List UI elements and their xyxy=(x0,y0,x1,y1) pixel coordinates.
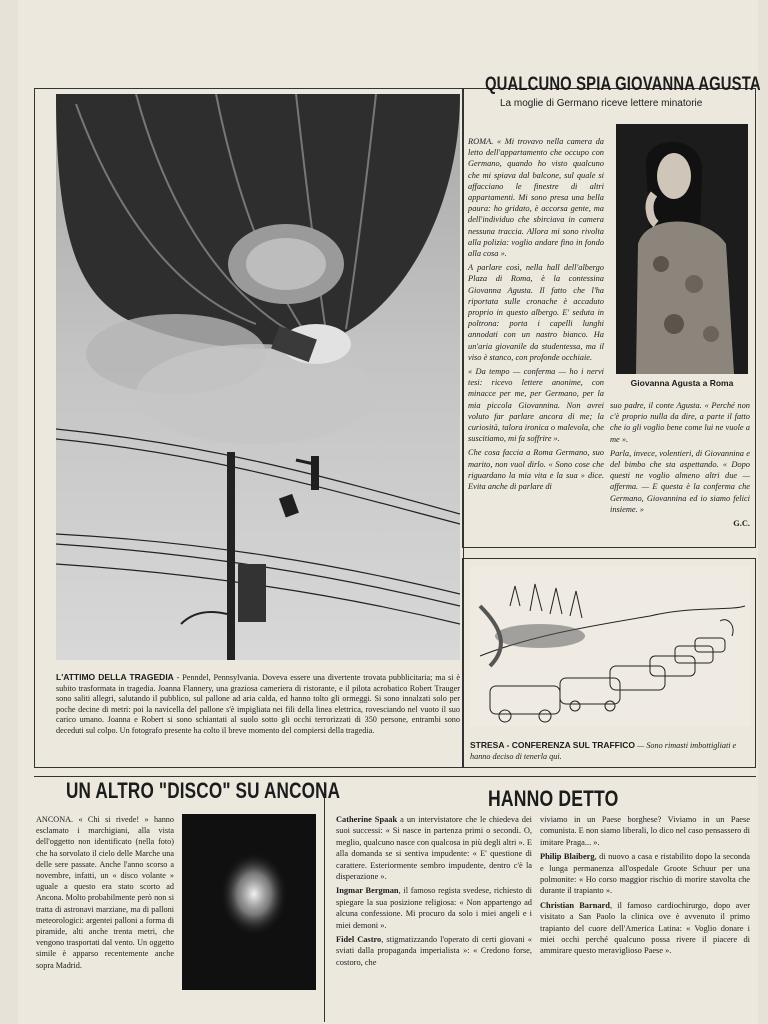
disco-text: ANCONA. « Chi si rivede! » hanno esclamato i marchigiani, alla vista dell'oggetto non identificato (nella foto) che ha sorvolato il cielo delle Marche una delle sere passate. Anche l'anno scorso a novembre, infatti, un « disco volante » uguale a questo era stato scorto ad Ancona. Molto probabilmente però non si tratta di astronavi marziane, ma di palloni meteorologici: argentei palloni a forma di piramide, alti anche trenta metri, che vengono trasportati dal vento. Un oggetto simile è apparso recentemente anche sopra Madrid. xyxy=(36,815,174,970)
quote-barnard xyxy=(540,900,750,957)
magazine-page xyxy=(18,0,761,1024)
agusta-portrait-illustration xyxy=(616,124,748,374)
agusta-para-2: A parlare così, nella hall dell'albergo Plaza di Roma, è la contessina Giovanna Agusta. Il fatto che l'ha riportata sulle cronache è accaduto proprio in questo albergo. E' seduta in poltrona: porta i capelli lunghi annodati con un nastro bianco. Ha un'aria giovanile da studentessa, ma il viso è stanco, con profonde occhiaie. xyxy=(468,263,604,362)
agusta-subheadline: La moglie di Germano riceve lettere minatorie xyxy=(500,98,703,109)
bottom-col-divider xyxy=(324,782,325,1022)
agusta-para-6: Parla, invece, volentieri, di Giovannina e del bimbo che sta aspettando. « Dopo questi ne voglio almeno altri due — afferma. — E questa è la conferma che Germano, Giovannina ed io siamo felici insieme. » xyxy=(610,448,750,514)
quote-castro-cont xyxy=(540,814,750,848)
quote-spaak xyxy=(336,814,532,882)
agusta-para-5: suo padre, il conte Agusta. « Perché non c'è proprio nulla da dire, a parte il fatto che io gli voglio bene come lui ne vuole a me ». xyxy=(610,401,750,444)
quote-castro-cont-text: viviamo in un Paese borghese? Viviamo in un Paese comunista. E non siamo liberali, lo dico nel caso pensassero di imitare Praga... ». xyxy=(540,815,750,847)
disco-headline: UN ALTRO "DISCO" SU ANCONA xyxy=(66,778,341,803)
agusta-para-3: « Da tempo — conferma — ho i nervi tesi: ricevo lettere anonime, con minacce per me, per Germano, per la mia piccola Giovannina. Non avrei voluto far parlare ancora di me; la curiosità, talora ironica o malevola, che suscitiamo, mi fa soffrire ». xyxy=(468,367,604,444)
agusta-headline: QUALCUNO SPIA GIOVANNA AGUSTA xyxy=(485,74,761,95)
hanno-detto-col1 xyxy=(336,814,532,971)
tragedy-caption xyxy=(56,672,460,737)
bottom-divider xyxy=(34,776,756,777)
agusta-para-4: Che cosa faccia a Roma Germano, suo marito, non vuol dirlo. « Sono cose che riguardano la mia vita e la sua » dice. Evita anche di parlare di xyxy=(468,448,604,492)
quote-blaiberg-name: Philip Blaiberg xyxy=(540,852,595,862)
quote-bergman-text: , il famoso regista svedese, richiesto di spiegare la sua posizione religiosa: « Non appartengo ad alcuna confessione. Mi procuro da solo i miei angeli e i miei demoni ». xyxy=(336,886,533,930)
cartoon-caption xyxy=(470,740,750,762)
agusta-para-1: ROMA. « Mi trovavo nella camera da letto dell'appartamento che occupo con Germano, quando ho visto qualcuno che mi spiava dal balcone, sul quale si affacciano le finestre di altri appartamenti. Mi sono presa una bella paura: ho gridato, è accorsa gente, ma dell'individuo che sbirciava in camera nessuna traccia. Allora mi sono rivolta alla polizia: voglio andare fino in fondo alla cosa ». xyxy=(468,137,604,259)
quote-barnard-name: Christian Barnard xyxy=(540,900,610,910)
traffic-cartoon xyxy=(470,566,750,726)
agusta-col1 xyxy=(468,136,604,495)
quote-bergman-name: Ingmar Bergman xyxy=(336,886,399,896)
ufo-glow xyxy=(182,814,316,990)
balloon-illustration xyxy=(56,94,460,660)
tragedy-caption-title: L'ATTIMO DELLA TRAGEDIA xyxy=(56,672,174,682)
agusta-portrait xyxy=(616,124,748,374)
agusta-col2 xyxy=(610,400,750,529)
quote-blaiberg-text: , di nuovo a casa e ristabilito dopo la seconda e lunga permanenza all'ospedale Groote Schuur per una polmonite: « Ho corso maggior rischio di morire stavolta che durante il trapianto ». xyxy=(540,852,751,896)
hanno-detto-col2 xyxy=(540,814,750,960)
agusta-photo-caption: Giovanna Agusta a Roma xyxy=(630,378,734,388)
traffic-cartoon-drawing xyxy=(470,566,750,726)
quote-castro xyxy=(336,934,532,968)
ufo-photo xyxy=(182,814,316,990)
quote-bergman xyxy=(336,885,532,931)
tragedy-caption-text: - Penndel, Pennsylvania. Doveva essere una divertente trovata pubblicitaria; ma si è subito trasformata in tragedia. Joanna Flannery, una graziosa cameriera di ristorante, e il pilota acrobatico Robert Trauger sono saliti allegri, salutando il pubblico, sul pallone ad aria calda, ed hanno tolto gli ormeggi. Si sono innalzati solo per poche decine di metri: poi la navicella del pallone s'è impigliata nei fili della linea elettrica, rovesciando nel vuoto il suo carico umano. Joanna e Robert si sono schiantati al suolo sotto gli occhi terrorizzati di 350 persone, entrambi sono deceduti sul colpo. Un fotografo presente ha colto il breve momento del compiersi della tragedia. xyxy=(56,673,461,735)
quote-spaak-text: a un intervistatore che le chiedeva dei suoi successi: « Si nasce in partenza primi o secondi. O, meglio, qualcuno nasce con qualcosa in più degli altri ». E alla domanda se si sentiva impudente: « E' questione di carattere. Esteriormente sembro impudente, dentro c'è la disperazione ». xyxy=(336,815,533,882)
cartoon-caption-title: STRESA - CONFERENZA SUL TRAFFICO xyxy=(470,740,635,750)
quote-barnard-text: , il famoso cardiochirurgo, dopo aver visitato a San Paolo la clinica ove è avvenuto il primo trapianto del cuore dell'America Latina: « Voglio donare i miei occhi perché qualcuno possa rivere il piacere di ammirare questo meraviglioso Paese ». xyxy=(540,900,750,956)
cartoon-caption-text: — Sono rimasti imbottigliati e hanno deciso di tenerla qui. xyxy=(470,741,737,761)
balloon-photo xyxy=(56,94,460,660)
quote-castro-name: Fidel Castro xyxy=(336,935,382,945)
hanno-detto-headline: HANNO DETTO xyxy=(488,786,619,811)
quote-blaiberg xyxy=(540,851,750,897)
quote-castro-text: , stigmatizzando l'operato di certi giovani « sviati dalla propaganda imperialista »: « Credono forse, costoro, che xyxy=(336,935,532,967)
agusta-signature: G.C. xyxy=(733,519,750,529)
quote-spaak-name: Catherine Spaak xyxy=(336,815,398,824)
